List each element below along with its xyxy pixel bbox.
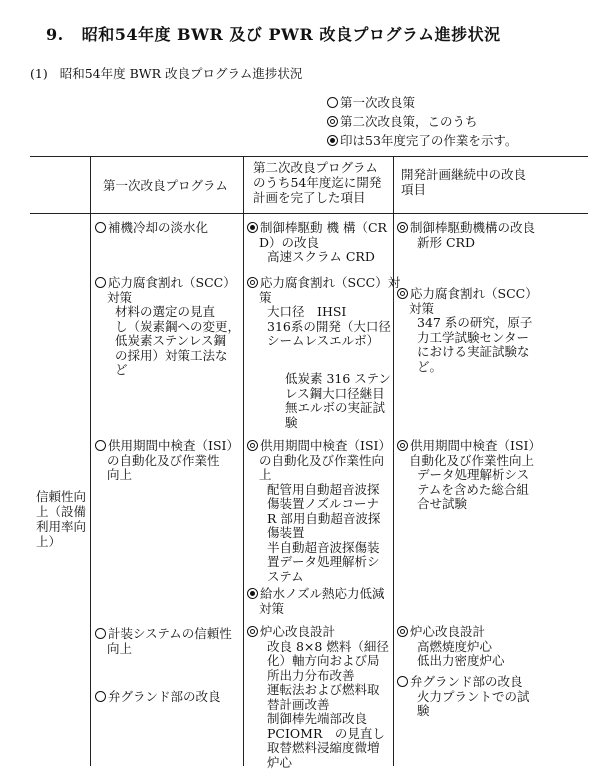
col3-item-crd: 制御棒駆動機構の改良 新形 CRD xyxy=(397,221,535,250)
open-circle-icon xyxy=(327,97,338,108)
double-circle-icon xyxy=(247,440,258,451)
header-col2: 第二次改良プログラム のうち54年度迄に開発 計画を完了した項目 xyxy=(253,160,382,205)
col1-item-scc: 応力腐食割れ（SCC） 対策 材料の選定の見直 し（炭素鋼への変更， 低炭素ステンレス鋼 の採用）対策工法な ど xyxy=(95,276,240,378)
header-bottom-rule xyxy=(30,213,588,214)
column-divider-1 xyxy=(90,156,91,766)
double-circle-icon xyxy=(397,440,408,451)
col1-item-freshwater: 補機冷却の淡水化 xyxy=(95,221,208,236)
col1-item-isi: 供用期間中検査（ISI） の自動化及び作業性 向上 xyxy=(95,439,239,483)
subtitle-number: (1) xyxy=(30,66,48,81)
double-circle-icon xyxy=(247,277,258,288)
page-title xyxy=(46,22,501,45)
double-circle-icon xyxy=(247,626,258,637)
table-top-rule xyxy=(30,156,588,157)
open-circle-icon xyxy=(95,440,106,451)
title-text: 昭和54年度 BWR 及び PWR 改良プログラム進捗状況 xyxy=(81,25,501,44)
col3-item-valve-gland: 弁グランド部の改良 火力プラントでの試 験 xyxy=(397,675,530,719)
col3-item-core-design: 炉心改良設計 高燃焼度炉心 低出力密度炉心 xyxy=(397,625,505,669)
double-circle-icon xyxy=(397,626,408,637)
subtitle-text: 昭和54年度 BWR 改良プログラム進捗状況 xyxy=(59,66,303,81)
open-circle-icon xyxy=(95,691,106,702)
header-col3: 開発計画継続中の改良 項目 xyxy=(401,167,527,197)
open-circle-icon xyxy=(95,222,106,233)
legend-line-2: 第二次改良策，このうち xyxy=(327,112,478,130)
col3-item-isi: 供用期間中検査（ISI） 自動化及び作業性向上 データ処理解析シス テムを含めた総合組 合せ試験 xyxy=(397,439,541,512)
double-circle-icon xyxy=(327,116,338,127)
legend-line-3: 印は53年度完了の作業を示す。 xyxy=(327,131,517,149)
open-circle-icon xyxy=(397,676,408,687)
column-divider-3 xyxy=(393,156,394,766)
row-label: 信頼性向 上（設備 利用率向 上） xyxy=(36,489,87,549)
double-circle-icon xyxy=(397,222,408,233)
filled-circle-icon xyxy=(327,135,338,146)
col1-item-instrumentation: 計装システムの信頼性 向上 xyxy=(95,627,232,656)
col2-item-isi: 供用期間中検査（ISI） の自動化及び作業性向 上 配管用自動超音波探 傷装置ノズルコーナ R 部用自動超音波探 傷装置 半自動超音波探傷装 置データ処理解析シ ステム xyxy=(247,439,391,584)
filled-circle-icon xyxy=(247,222,258,233)
col2-item-scc: 応力腐食割れ（SCC）対 策 大口径 IHSI 316系の開発（大口径 シームレスエルボ） xyxy=(247,276,400,349)
column-divider-2 xyxy=(243,156,244,766)
col2-item-scc-lowcarbon: 低炭素 316 ステン レス鋼大口径継目 無エルボの実証試 験 xyxy=(285,371,391,430)
col2-item-feedwater-nozzle: 給水ノズル熱応力低減 対策 xyxy=(247,587,385,616)
title-number: 9. xyxy=(46,25,64,44)
col2-item-core-design: 炉心改良設計 改良 8×8 燃料（細径 化）軸方向および局 所出力分布改善 運転法および燃料取 替計画改善 制御棒先端部改良 PCIOMR の見直し 取替燃料浸縮度微増 炉心 xyxy=(247,625,389,770)
legend-line-1: 第一次改良策 xyxy=(327,93,415,111)
double-circle-icon xyxy=(397,288,408,299)
section-subtitle xyxy=(30,64,302,82)
filled-circle-icon xyxy=(247,588,258,599)
open-circle-icon xyxy=(95,277,106,288)
open-circle-icon xyxy=(95,628,106,639)
header-col1: 第一次改良プログラム xyxy=(103,178,228,193)
col1-item-valve-gland: 弁グランド部の改良 xyxy=(95,690,221,705)
col2-item-crd: 制御棒駆動 機 構（CR D）の改良 高速スクラム CRD xyxy=(247,221,387,265)
col3-item-scc: 応力腐食割れ（SCC） 対策 347 系の研究，原子 力工学試験センター における実証試験な ど。 xyxy=(397,287,538,374)
